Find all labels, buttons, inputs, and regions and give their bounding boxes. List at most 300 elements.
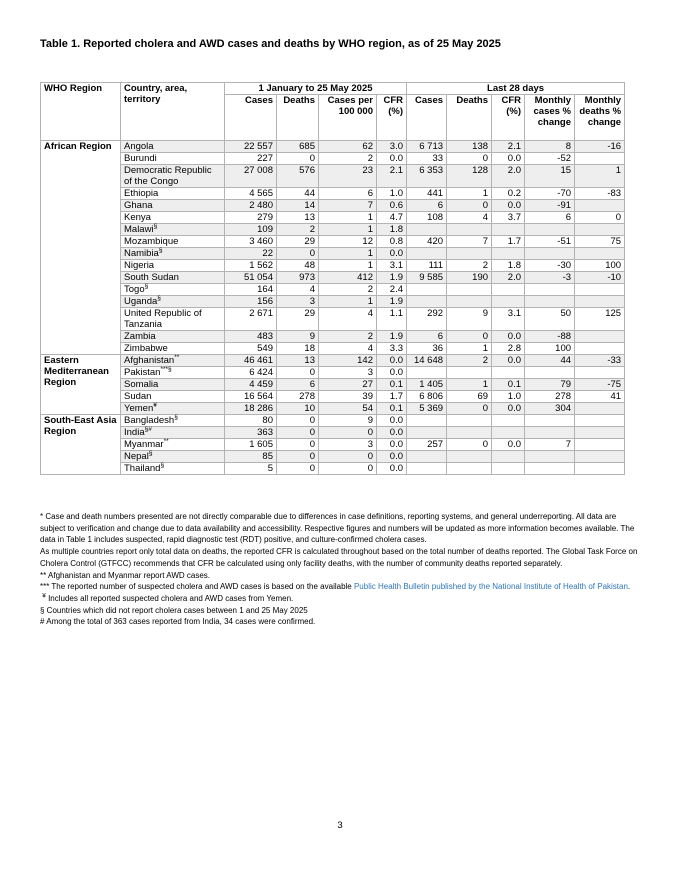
cell-deaths: 0 [277, 463, 319, 475]
cell-l28-cases [407, 451, 447, 463]
cell-l28-cases [407, 415, 447, 427]
cell-per100k: 3 [319, 367, 377, 379]
cell-deaths: 14 [277, 200, 319, 212]
cell-per100k: 1 [319, 224, 377, 236]
cell-md [575, 284, 625, 296]
cell-l28-deaths: 69 [447, 391, 492, 403]
footnote-1: * Case and death numbers presented are not directly comparable due to differences in case definitions, reporting systems, and general underreporting. All data are subject to verification and change due to data availability and accessibility. Respective figures and numbers will be updated as more information becomes available. The data in Table 1 includes suspected, rapid diagnostic test (RDT) positive, and culture-confirmed cholera cases. [40, 512, 635, 545]
footnote-mark: ¥ [153, 401, 157, 409]
cell-l28-deaths: 9 [447, 308, 492, 331]
cell-cases: 363 [225, 427, 277, 439]
cell-l28-deaths [447, 224, 492, 236]
country-cell: Nepal§ [121, 451, 225, 463]
cell-cfr: 0.0 [377, 153, 407, 165]
header-country: Country, area, territory [121, 83, 225, 141]
cell-per100k: 2 [319, 331, 377, 343]
cell-l28-cfr: 1.7 [492, 236, 525, 248]
cell-mc: -52 [525, 153, 575, 165]
cell-deaths: 0 [277, 415, 319, 427]
cell-per100k: 4 [319, 308, 377, 331]
table-row [41, 355, 641, 367]
cell-cfr: 1.9 [377, 272, 407, 284]
cell-md: 125 [575, 308, 625, 331]
country-cell: Ghana [121, 200, 225, 212]
header-l28-cfr: CFR (%) [492, 95, 525, 141]
table-row [41, 427, 641, 439]
cell-cfr: 1.1 [377, 308, 407, 331]
cell-deaths: 685 [277, 141, 319, 153]
cell-l28-cases: 1 405 [407, 379, 447, 391]
footnote-mark: §# [144, 425, 152, 433]
region-name: South-East Asia Region [41, 415, 121, 475]
cell-cfr: 0.8 [377, 236, 407, 248]
cell-cases: 22 557 [225, 141, 277, 153]
cell-deaths: 576 [277, 165, 319, 188]
cell-per100k: 9 [319, 415, 377, 427]
cell-mc: 304 [525, 403, 575, 415]
cell-l28-cfr: 1.0 [492, 391, 525, 403]
cell-l28-cases: 257 [407, 439, 447, 451]
cell-l28-cases: 6 353 [407, 165, 447, 188]
cell-l28-cases: 420 [407, 236, 447, 248]
header-cases: Cases [225, 95, 277, 141]
country-cell: Ethiopia [121, 188, 225, 200]
cell-deaths: 0 [277, 439, 319, 451]
cell-md [575, 451, 625, 463]
table-row [41, 308, 641, 331]
cell-md: 0 [575, 212, 625, 224]
cell-md [575, 367, 625, 379]
table-row [41, 224, 641, 236]
cell-mc: -88 [525, 331, 575, 343]
cell-md [575, 403, 625, 415]
cell-deaths: 2 [277, 224, 319, 236]
cell-l28-cases [407, 224, 447, 236]
cell-cfr: 0.6 [377, 200, 407, 212]
cell-per100k: 54 [319, 403, 377, 415]
footnote-mark: ** [163, 437, 169, 445]
country-cell: Nigeria [121, 260, 225, 272]
cell-l28-cases: 36 [407, 343, 447, 355]
cell-cases: 549 [225, 343, 277, 355]
table-row [41, 296, 641, 308]
country-cell: Democratic Republic of the Congo [121, 165, 225, 188]
cell-mc: 6 [525, 212, 575, 224]
cell-l28-deaths: 0 [447, 153, 492, 165]
cell-l28-cfr [492, 427, 525, 439]
footnote-3: ** Afghanistan and Myanmar report AWD cases. [40, 570, 211, 580]
cell-cfr: 1.7 [377, 391, 407, 403]
cell-deaths: 0 [277, 248, 319, 260]
country-cell: Angola [121, 141, 225, 153]
country-cell: Malawi§ [121, 224, 225, 236]
cell-md: 100 [575, 260, 625, 272]
cell-deaths: 44 [277, 188, 319, 200]
cell-mc: -70 [525, 188, 575, 200]
country-cell: Somalia [121, 379, 225, 391]
cell-deaths: 0 [277, 427, 319, 439]
cell-cases: 5 [225, 463, 277, 475]
cell-l28-cfr: 1.8 [492, 260, 525, 272]
cell-l28-cases: 108 [407, 212, 447, 224]
footnote-mark: § [157, 294, 161, 302]
cell-per100k: 62 [319, 141, 377, 153]
cell-mc [525, 224, 575, 236]
cell-l28-cfr: 0.0 [492, 153, 525, 165]
country-cell: Myanmar** [121, 439, 225, 451]
footnote-mark: § [148, 449, 153, 457]
cell-cases: 1 605 [225, 439, 277, 451]
footnotes [40, 511, 640, 628]
cell-l28-deaths: 7 [447, 236, 492, 248]
cell-l28-cases: 292 [407, 308, 447, 331]
cell-l28-deaths: 2 [447, 260, 492, 272]
cell-cfr: 0.0 [377, 451, 407, 463]
table-row [41, 343, 641, 355]
cell-cfr: 0.0 [377, 367, 407, 379]
cell-md [575, 331, 625, 343]
cell-cfr: 0.0 [377, 355, 407, 367]
cell-md [575, 415, 625, 427]
cell-mc: 44 [525, 355, 575, 367]
cell-per100k: 0 [319, 451, 377, 463]
cell-cfr: 2.4 [377, 284, 407, 296]
cell-per100k: 12 [319, 236, 377, 248]
cell-cases: 109 [225, 224, 277, 236]
cell-l28-cfr [492, 367, 525, 379]
cell-mc: 278 [525, 391, 575, 403]
cell-cases: 22 [225, 248, 277, 260]
cell-l28-cases: 441 [407, 188, 447, 200]
cell-l28-cfr: 3.1 [492, 308, 525, 331]
cell-mc [525, 367, 575, 379]
cell-per100k: 4 [319, 343, 377, 355]
cell-deaths: 6 [277, 379, 319, 391]
cell-per100k: 412 [319, 272, 377, 284]
cell-deaths: 9 [277, 331, 319, 343]
header-cfr: CFR (%) [377, 95, 407, 141]
cell-per100k: 3 [319, 439, 377, 451]
pakistan-bulletin-link[interactable]: Public Health Bulletin published by the National Institute of Health of Pakistan [353, 582, 628, 592]
cell-cfr: 0.1 [377, 403, 407, 415]
table-row [41, 439, 641, 451]
cell-l28-deaths: 1 [447, 379, 492, 391]
cell-l28-cfr: 2.0 [492, 272, 525, 284]
cell-l28-deaths: 0 [447, 200, 492, 212]
table-row [41, 391, 641, 403]
country-cell: United Republic of Tanzania [121, 308, 225, 331]
cholera-table [40, 82, 641, 475]
cell-l28-deaths: 138 [447, 141, 492, 153]
footnote-mark: ***§ [160, 365, 172, 373]
cell-cfr: 1.8 [377, 224, 407, 236]
cell-l28-cfr: 2.0 [492, 165, 525, 188]
cell-l28-cases [407, 284, 447, 296]
country-cell: Zimbabwe [121, 343, 225, 355]
country-cell: Afghanistan** [121, 355, 225, 367]
cell-mc [525, 415, 575, 427]
table-row [41, 367, 641, 379]
cell-l28-cfr [492, 224, 525, 236]
cell-l28-cfr [492, 296, 525, 308]
country-cell: Thailand§ [121, 463, 225, 475]
cell-mc: 7 [525, 439, 575, 451]
cell-deaths: 48 [277, 260, 319, 272]
country-cell: India§# [121, 427, 225, 439]
cell-cfr: 3.0 [377, 141, 407, 153]
cell-deaths: 18 [277, 343, 319, 355]
footnote-mark: § [160, 461, 165, 469]
cell-l28-deaths [447, 463, 492, 475]
country-cell: Kenya [121, 212, 225, 224]
cell-cases: 4 565 [225, 188, 277, 200]
country-cell: Pakistan***§ [121, 367, 225, 379]
cell-md [575, 153, 625, 165]
cell-deaths: 3 [277, 296, 319, 308]
cell-cfr: 3.1 [377, 260, 407, 272]
cell-cases: 46 461 [225, 355, 277, 367]
cell-l28-cases [407, 463, 447, 475]
cell-l28-cfr [492, 451, 525, 463]
cell-deaths: 278 [277, 391, 319, 403]
cell-cfr: 1.9 [377, 331, 407, 343]
cell-l28-cases: 6 713 [407, 141, 447, 153]
country-cell: South Sudan [121, 272, 225, 284]
cell-l28-deaths [447, 296, 492, 308]
cell-mc [525, 284, 575, 296]
cell-per100k: 2 [319, 284, 377, 296]
cell-l28-cfr: 2.8 [492, 343, 525, 355]
header-monthly-cases: Monthly cases % change [525, 95, 575, 141]
cell-per100k: 1 [319, 248, 377, 260]
table-row [41, 331, 641, 343]
cell-l28-cfr: 3.7 [492, 212, 525, 224]
cell-mc [525, 463, 575, 475]
cell-cases: 16 564 [225, 391, 277, 403]
cell-per100k: 27 [319, 379, 377, 391]
footnote-7: # Among the total of 363 cases reported from India, 34 cases were confirmed. [40, 617, 316, 627]
table-row [41, 272, 641, 284]
cell-mc: -91 [525, 200, 575, 212]
country-cell: Burundi [121, 153, 225, 165]
cell-l28-cfr: 0.0 [492, 403, 525, 415]
footnote-5: ¥ Includes all reported suspected cholera and AWD cases from Yemen. [42, 592, 294, 603]
cell-l28-deaths: 0 [447, 403, 492, 415]
cell-mc [525, 296, 575, 308]
cell-cases: 483 [225, 331, 277, 343]
header-cases-per-100k: Cases per 100 000 [319, 95, 377, 141]
cell-l28-deaths [447, 451, 492, 463]
cell-deaths: 29 [277, 308, 319, 331]
table-row [41, 451, 641, 463]
cell-mc: -30 [525, 260, 575, 272]
cell-deaths: 13 [277, 355, 319, 367]
cell-l28-cfr [492, 463, 525, 475]
cell-per100k: 39 [319, 391, 377, 403]
cell-mc: -51 [525, 236, 575, 248]
footnote-2: As multiple countries report only total data on deaths, the reported CFR is calculated throughout based on the total number of deaths reported. The Global Task Force on Cholera Control (GTFCC) recommends that CFR be calculated using only facility deaths, with the number of community deaths reported separately. [40, 547, 638, 568]
cell-l28-cfr [492, 415, 525, 427]
cell-deaths: 13 [277, 212, 319, 224]
table-row [41, 403, 641, 415]
cell-l28-deaths [447, 248, 492, 260]
cell-md: 1 [575, 165, 625, 188]
cell-cases: 6 424 [225, 367, 277, 379]
cell-deaths: 0 [277, 451, 319, 463]
cell-cases: 227 [225, 153, 277, 165]
cell-l28-deaths: 0 [447, 331, 492, 343]
cell-cases: 85 [225, 451, 277, 463]
cell-deaths: 4 [277, 284, 319, 296]
cell-cases: 279 [225, 212, 277, 224]
cell-l28-cases [407, 296, 447, 308]
country-cell: Sudan [121, 391, 225, 403]
table-row [41, 248, 641, 260]
cell-cases: 51 054 [225, 272, 277, 284]
cell-cases: 27 008 [225, 165, 277, 188]
cell-cases: 2 671 [225, 308, 277, 331]
table-row [41, 165, 641, 188]
cell-l28-deaths [447, 415, 492, 427]
cell-md [575, 296, 625, 308]
cell-l28-cases: 6 [407, 331, 447, 343]
cell-md [575, 200, 625, 212]
header-l28-cases: Cases [407, 95, 447, 141]
cell-l28-cfr: 2.1 [492, 141, 525, 153]
cell-md [575, 248, 625, 260]
header-period-ytd: 1 January to 25 May 2025 [225, 83, 407, 95]
header-who-region: WHO Region [41, 83, 121, 141]
cell-l28-deaths: 4 [447, 212, 492, 224]
cell-cfr: 1.0 [377, 188, 407, 200]
table-row [41, 200, 641, 212]
table-row [41, 212, 641, 224]
cell-md: 41 [575, 391, 625, 403]
cell-mc [525, 248, 575, 260]
cell-mc [525, 451, 575, 463]
cell-l28-cfr: 0.0 [492, 200, 525, 212]
header-deaths: Deaths [277, 95, 319, 141]
cell-l28-cfr: 0.1 [492, 379, 525, 391]
cell-l28-deaths: 128 [447, 165, 492, 188]
cell-per100k: 0 [319, 463, 377, 475]
table-row [41, 260, 641, 272]
page-number: 3 [337, 820, 343, 831]
cell-l28-deaths [447, 367, 492, 379]
country-cell: Uganda§ [121, 296, 225, 308]
cell-deaths: 10 [277, 403, 319, 415]
region-name: Eastern Mediterranean Region [41, 355, 121, 415]
header-l28-deaths: Deaths [447, 95, 492, 141]
cell-deaths: 0 [277, 153, 319, 165]
cell-l28-deaths: 190 [447, 272, 492, 284]
cell-md: 75 [575, 236, 625, 248]
cell-l28-cases: 14 648 [407, 355, 447, 367]
cell-l28-cfr [492, 284, 525, 296]
table-row [41, 236, 641, 248]
cell-per100k: 2 [319, 153, 377, 165]
footnote-mark: § [158, 246, 163, 254]
cell-l28-deaths: 1 [447, 343, 492, 355]
cell-per100k: 0 [319, 427, 377, 439]
cell-mc: 100 [525, 343, 575, 355]
table-row [41, 153, 641, 165]
country-cell: Bangladesh§ [121, 415, 225, 427]
cell-md: -10 [575, 272, 625, 284]
footnote-mark: § [153, 222, 158, 230]
cell-l28-deaths: 2 [447, 355, 492, 367]
table-row [41, 141, 641, 153]
cell-cfr: 1.9 [377, 296, 407, 308]
cell-per100k: 23 [319, 165, 377, 188]
cell-cfr: 0.0 [377, 427, 407, 439]
cell-l28-cases: 111 [407, 260, 447, 272]
cell-cases: 4 459 [225, 379, 277, 391]
cell-mc: 79 [525, 379, 575, 391]
cell-l28-cases: 6 [407, 200, 447, 212]
cell-cases: 156 [225, 296, 277, 308]
cell-cases: 164 [225, 284, 277, 296]
cell-l28-cfr: 0.0 [492, 355, 525, 367]
cell-mc: -3 [525, 272, 575, 284]
cell-l28-cases: 6 806 [407, 391, 447, 403]
cell-mc: 15 [525, 165, 575, 188]
cell-md: -16 [575, 141, 625, 153]
cell-l28-cases: 33 [407, 153, 447, 165]
cell-l28-cases: 9 585 [407, 272, 447, 284]
cell-cfr: 0.1 [377, 379, 407, 391]
table-row [41, 188, 641, 200]
cell-l28-deaths [447, 284, 492, 296]
cell-cfr: 4.7 [377, 212, 407, 224]
page-title: Table 1. Reported cholera and AWD cases and deaths by WHO region, as of 25 May 2025 [40, 38, 501, 50]
cell-cases: 80 [225, 415, 277, 427]
cell-mc: 8 [525, 141, 575, 153]
cell-l28-deaths [447, 427, 492, 439]
cell-l28-cfr: 0.0 [492, 439, 525, 451]
cell-cfr: 2.1 [377, 165, 407, 188]
cell-l28-cfr: 0.2 [492, 188, 525, 200]
cell-mc [525, 427, 575, 439]
country-cell: Togo§ [121, 284, 225, 296]
table-row [41, 463, 641, 475]
table-row [41, 379, 641, 391]
cell-per100k: 142 [319, 355, 377, 367]
cell-l28-cfr [492, 248, 525, 260]
table-row [41, 284, 641, 296]
cell-per100k: 1 [319, 260, 377, 272]
cell-cfr: 0.0 [377, 463, 407, 475]
country-cell: Namibia§ [121, 248, 225, 260]
country-cell: Yemen¥ [121, 403, 225, 415]
cell-l28-cases [407, 367, 447, 379]
cell-md: -33 [575, 355, 625, 367]
cell-per100k: 1 [319, 212, 377, 224]
cell-md: -83 [575, 188, 625, 200]
cell-deaths: 29 [277, 236, 319, 248]
cell-cases: 3 460 [225, 236, 277, 248]
region-name: African Region [41, 141, 121, 355]
cell-cases: 18 286 [225, 403, 277, 415]
cell-l28-cases [407, 427, 447, 439]
cell-md [575, 463, 625, 475]
cell-md [575, 224, 625, 236]
cell-l28-deaths: 0 [447, 439, 492, 451]
cell-per100k: 6 [319, 188, 377, 200]
header-period-last28: Last 28 days [407, 83, 625, 95]
cell-md [575, 439, 625, 451]
cell-cases: 2 480 [225, 200, 277, 212]
